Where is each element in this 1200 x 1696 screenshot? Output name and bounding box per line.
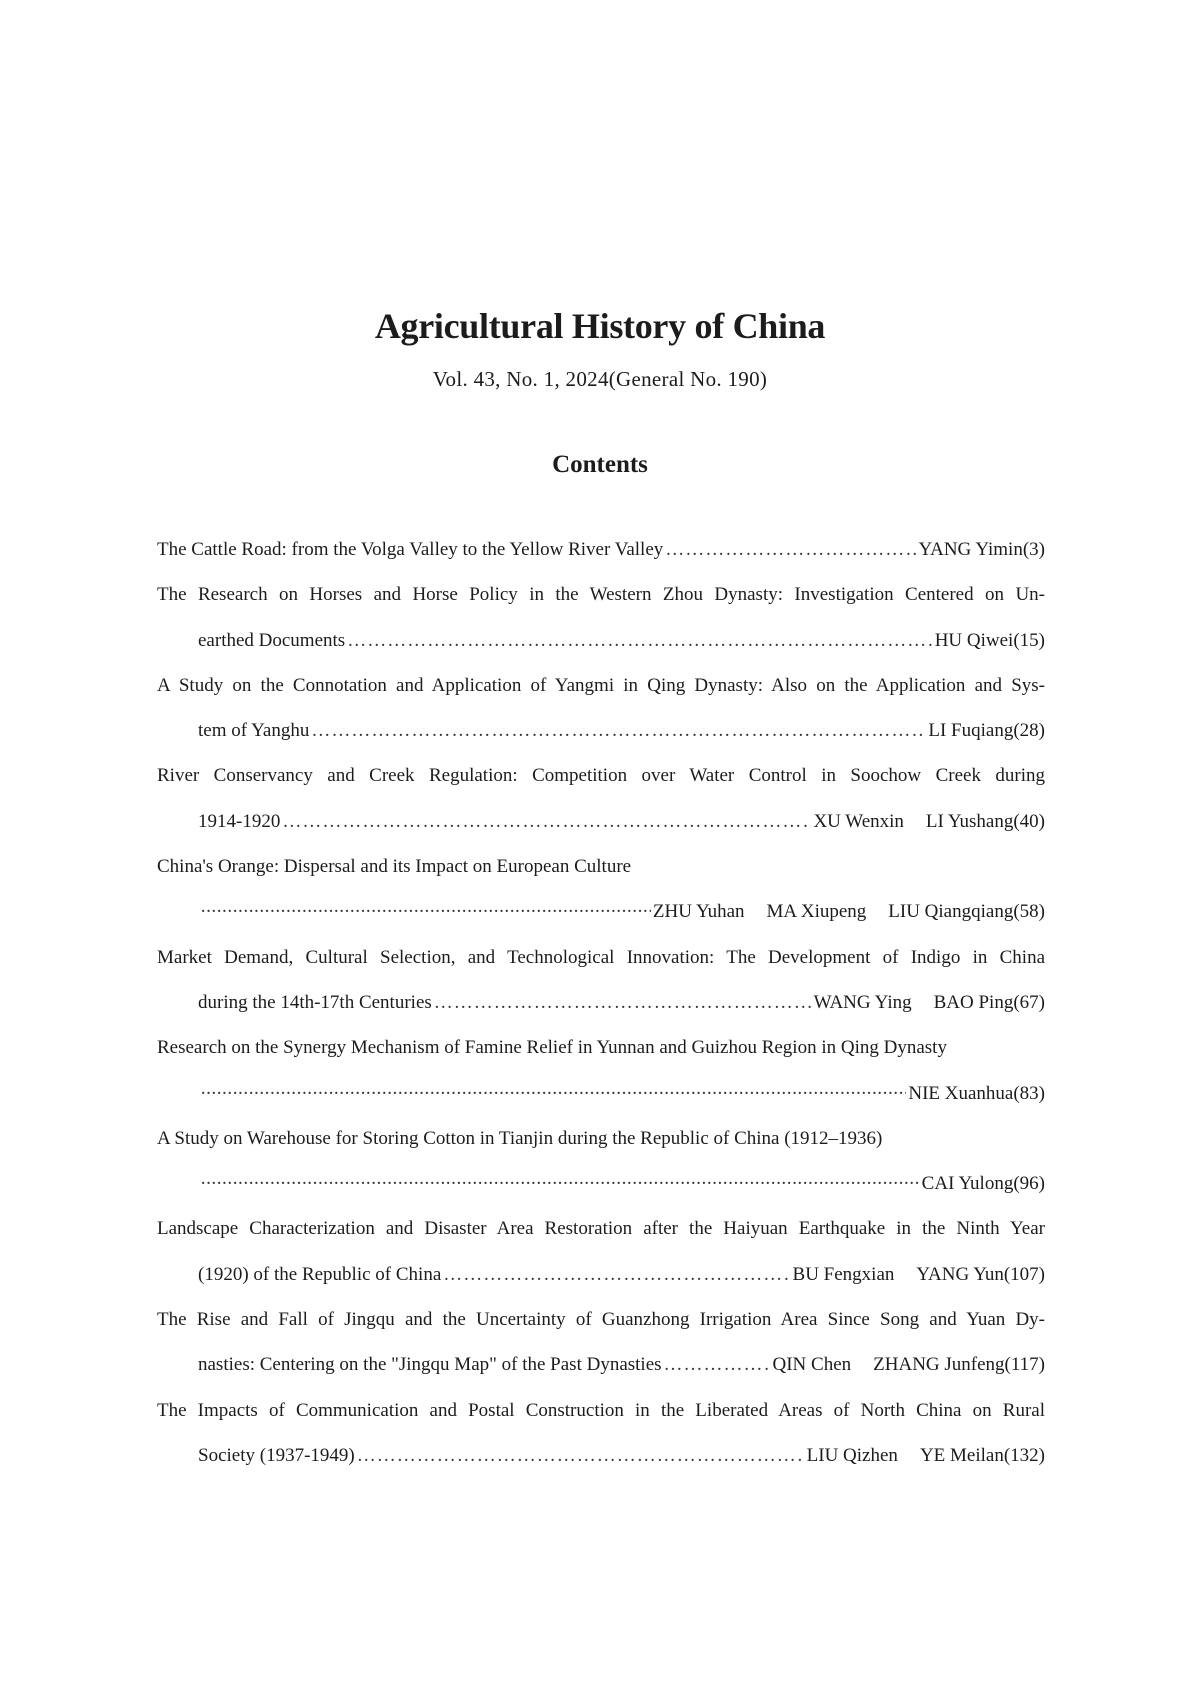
entry-last-line bbox=[157, 618, 1045, 663]
dot-leader bbox=[311, 708, 926, 753]
entry-title-line: The Research on Horses and Horse Policy in the Western Zhou Dynasty: Investigation Centered on Un- bbox=[157, 584, 1045, 606]
entry-author: ZHANG Junfeng bbox=[873, 1354, 1005, 1376]
entry-page-number: (117) bbox=[1004, 1354, 1045, 1376]
entry-page-number: (67) bbox=[1013, 991, 1045, 1013]
entry-last-line bbox=[157, 799, 1045, 844]
entry-last-line bbox=[157, 1342, 1045, 1387]
toc-entry bbox=[157, 1388, 1045, 1479]
entry-title-line: The Impacts of Communication and Postal Construction in the Liberated Areas of North China on Rural bbox=[157, 1399, 1045, 1421]
entry-page-number: (132) bbox=[1003, 1444, 1045, 1466]
entry-title-text: tem of Yanghu bbox=[198, 720, 310, 742]
toc-entry bbox=[157, 527, 1045, 572]
entry-title-text: The Cattle Road: from the Volga Valley to the Yellow River Valley bbox=[157, 539, 664, 560]
entry-last-line bbox=[157, 708, 1045, 753]
entry-title-line: The Rise and Fall of Jingqu and the Uncertainty of Guanzhong Irrigation Area Since Song and Yuan Dy- bbox=[157, 1309, 1045, 1331]
dot-leader bbox=[443, 1252, 790, 1297]
entry-leader-line bbox=[157, 889, 1045, 934]
entry-author: BAO Ping bbox=[933, 991, 1014, 1013]
toc-entry bbox=[157, 1297, 1045, 1388]
entry-title-line: China's Orange: Dispersal and its Impact on European Culture bbox=[157, 856, 632, 878]
entry-author: HU Qiwei bbox=[934, 629, 1014, 651]
entry-page-number: (58) bbox=[1013, 901, 1045, 923]
entry-page-number: (15) bbox=[1013, 629, 1045, 651]
entry-title-text: (1920) of the Republic of China bbox=[198, 1263, 442, 1285]
dot-leader bbox=[434, 980, 812, 1025]
entry-page-number: (28) bbox=[1013, 720, 1045, 742]
entry-author: QIN Chen bbox=[772, 1354, 852, 1376]
dot-leader bbox=[200, 1161, 920, 1206]
dot-leader bbox=[665, 527, 916, 572]
entry-title-line: A Study on the Connotation and Application of Yangmi in Qing Dynasty: Also on the Application and Sys- bbox=[157, 674, 1045, 696]
entry-author: ZHU Yuhan bbox=[652, 901, 745, 923]
toc-entry bbox=[157, 935, 1045, 1026]
entry-title-text: Society (1937-1949) bbox=[198, 1444, 355, 1466]
entry-author: LIU Qiangqiang bbox=[888, 901, 1014, 923]
toc-entry bbox=[157, 1116, 1045, 1207]
entry-author: YANG Yimin bbox=[918, 539, 1023, 560]
entry-title-line: A Study on Warehouse for Storing Cotton in Tianjin during the Republic of China (1912–1936) bbox=[157, 1127, 883, 1149]
entry-author: WANG Ying bbox=[813, 991, 912, 1013]
toc-entry bbox=[157, 663, 1045, 754]
issue-info: Vol. 43, No. 1, 2024(General No. 190) bbox=[432, 367, 768, 391]
entry-author: YE Meilan bbox=[919, 1444, 1004, 1466]
entry-author: YANG Yun bbox=[916, 1263, 1004, 1285]
entry-title-line: River Conservancy and Creek Regulation: Competition over Water Control in Soochow Creek during bbox=[157, 765, 1045, 787]
entry-title-text: nasties: Centering on the "Jingqu Map" of the Past Dynasties bbox=[198, 1354, 662, 1376]
dot-leader bbox=[282, 799, 811, 844]
entry-page-number: (96) bbox=[1013, 1173, 1045, 1195]
entry-page-number: (3) bbox=[1022, 539, 1045, 560]
entry-author: LI Fuqiang bbox=[928, 720, 1014, 742]
toc-entry bbox=[157, 1025, 1045, 1116]
entry-last-line bbox=[157, 980, 1045, 1025]
toc-entry bbox=[157, 1206, 1045, 1297]
entry-last-line bbox=[157, 527, 1045, 572]
contents-heading: Contents bbox=[552, 451, 648, 478]
entry-page-number: (40) bbox=[1013, 810, 1045, 832]
entry-author: LIU Qizhen bbox=[806, 1444, 898, 1466]
entry-page-number: (83) bbox=[1013, 1082, 1045, 1104]
dot-leader bbox=[200, 1071, 906, 1116]
entry-title-text: earthed Documents bbox=[198, 629, 346, 651]
dot-leader bbox=[664, 1342, 771, 1387]
entry-title-line: Landscape Characterization and Disaster Area Restoration after the Haiyuan Earthquake in the Ninth Year bbox=[157, 1218, 1045, 1240]
entry-last-line bbox=[157, 1252, 1045, 1297]
entry-title-text: 1914-1920 bbox=[198, 810, 281, 832]
entry-last-line bbox=[157, 1433, 1045, 1478]
toc-entry bbox=[157, 844, 1045, 935]
table-of-contents bbox=[157, 527, 1045, 1478]
entry-author: BU Fengxian bbox=[792, 1263, 895, 1285]
entry-author: NIE Xuanhua bbox=[908, 1082, 1014, 1104]
journal-title: Agricultural History of China bbox=[374, 306, 826, 346]
entry-leader-line bbox=[157, 1161, 1045, 1206]
dot-leader bbox=[357, 1433, 805, 1478]
entry-author: CAI Yulong bbox=[921, 1173, 1014, 1195]
entry-author: LI Yushang bbox=[925, 810, 1014, 832]
toc-entry bbox=[157, 572, 1045, 663]
dot-leader bbox=[347, 618, 933, 663]
entry-title-text: during the 14th-17th Centuries bbox=[198, 991, 432, 1013]
entry-leader-line bbox=[157, 1071, 1045, 1116]
toc-entry bbox=[157, 753, 1045, 844]
entry-title-line: Research on the Synergy Mechanism of Famine Relief in Yunnan and Guizhou Region in Qing Dynasty bbox=[157, 1037, 947, 1059]
entry-author: MA Xiupeng bbox=[766, 901, 867, 923]
entry-title-line: Market Demand, Cultural Selection, and Technological Innovation: The Development of Indigo in China bbox=[157, 946, 1045, 968]
dot-leader bbox=[200, 889, 651, 934]
entry-page-number: (107) bbox=[1003, 1263, 1045, 1285]
entry-author: XU Wenxin bbox=[813, 810, 904, 832]
